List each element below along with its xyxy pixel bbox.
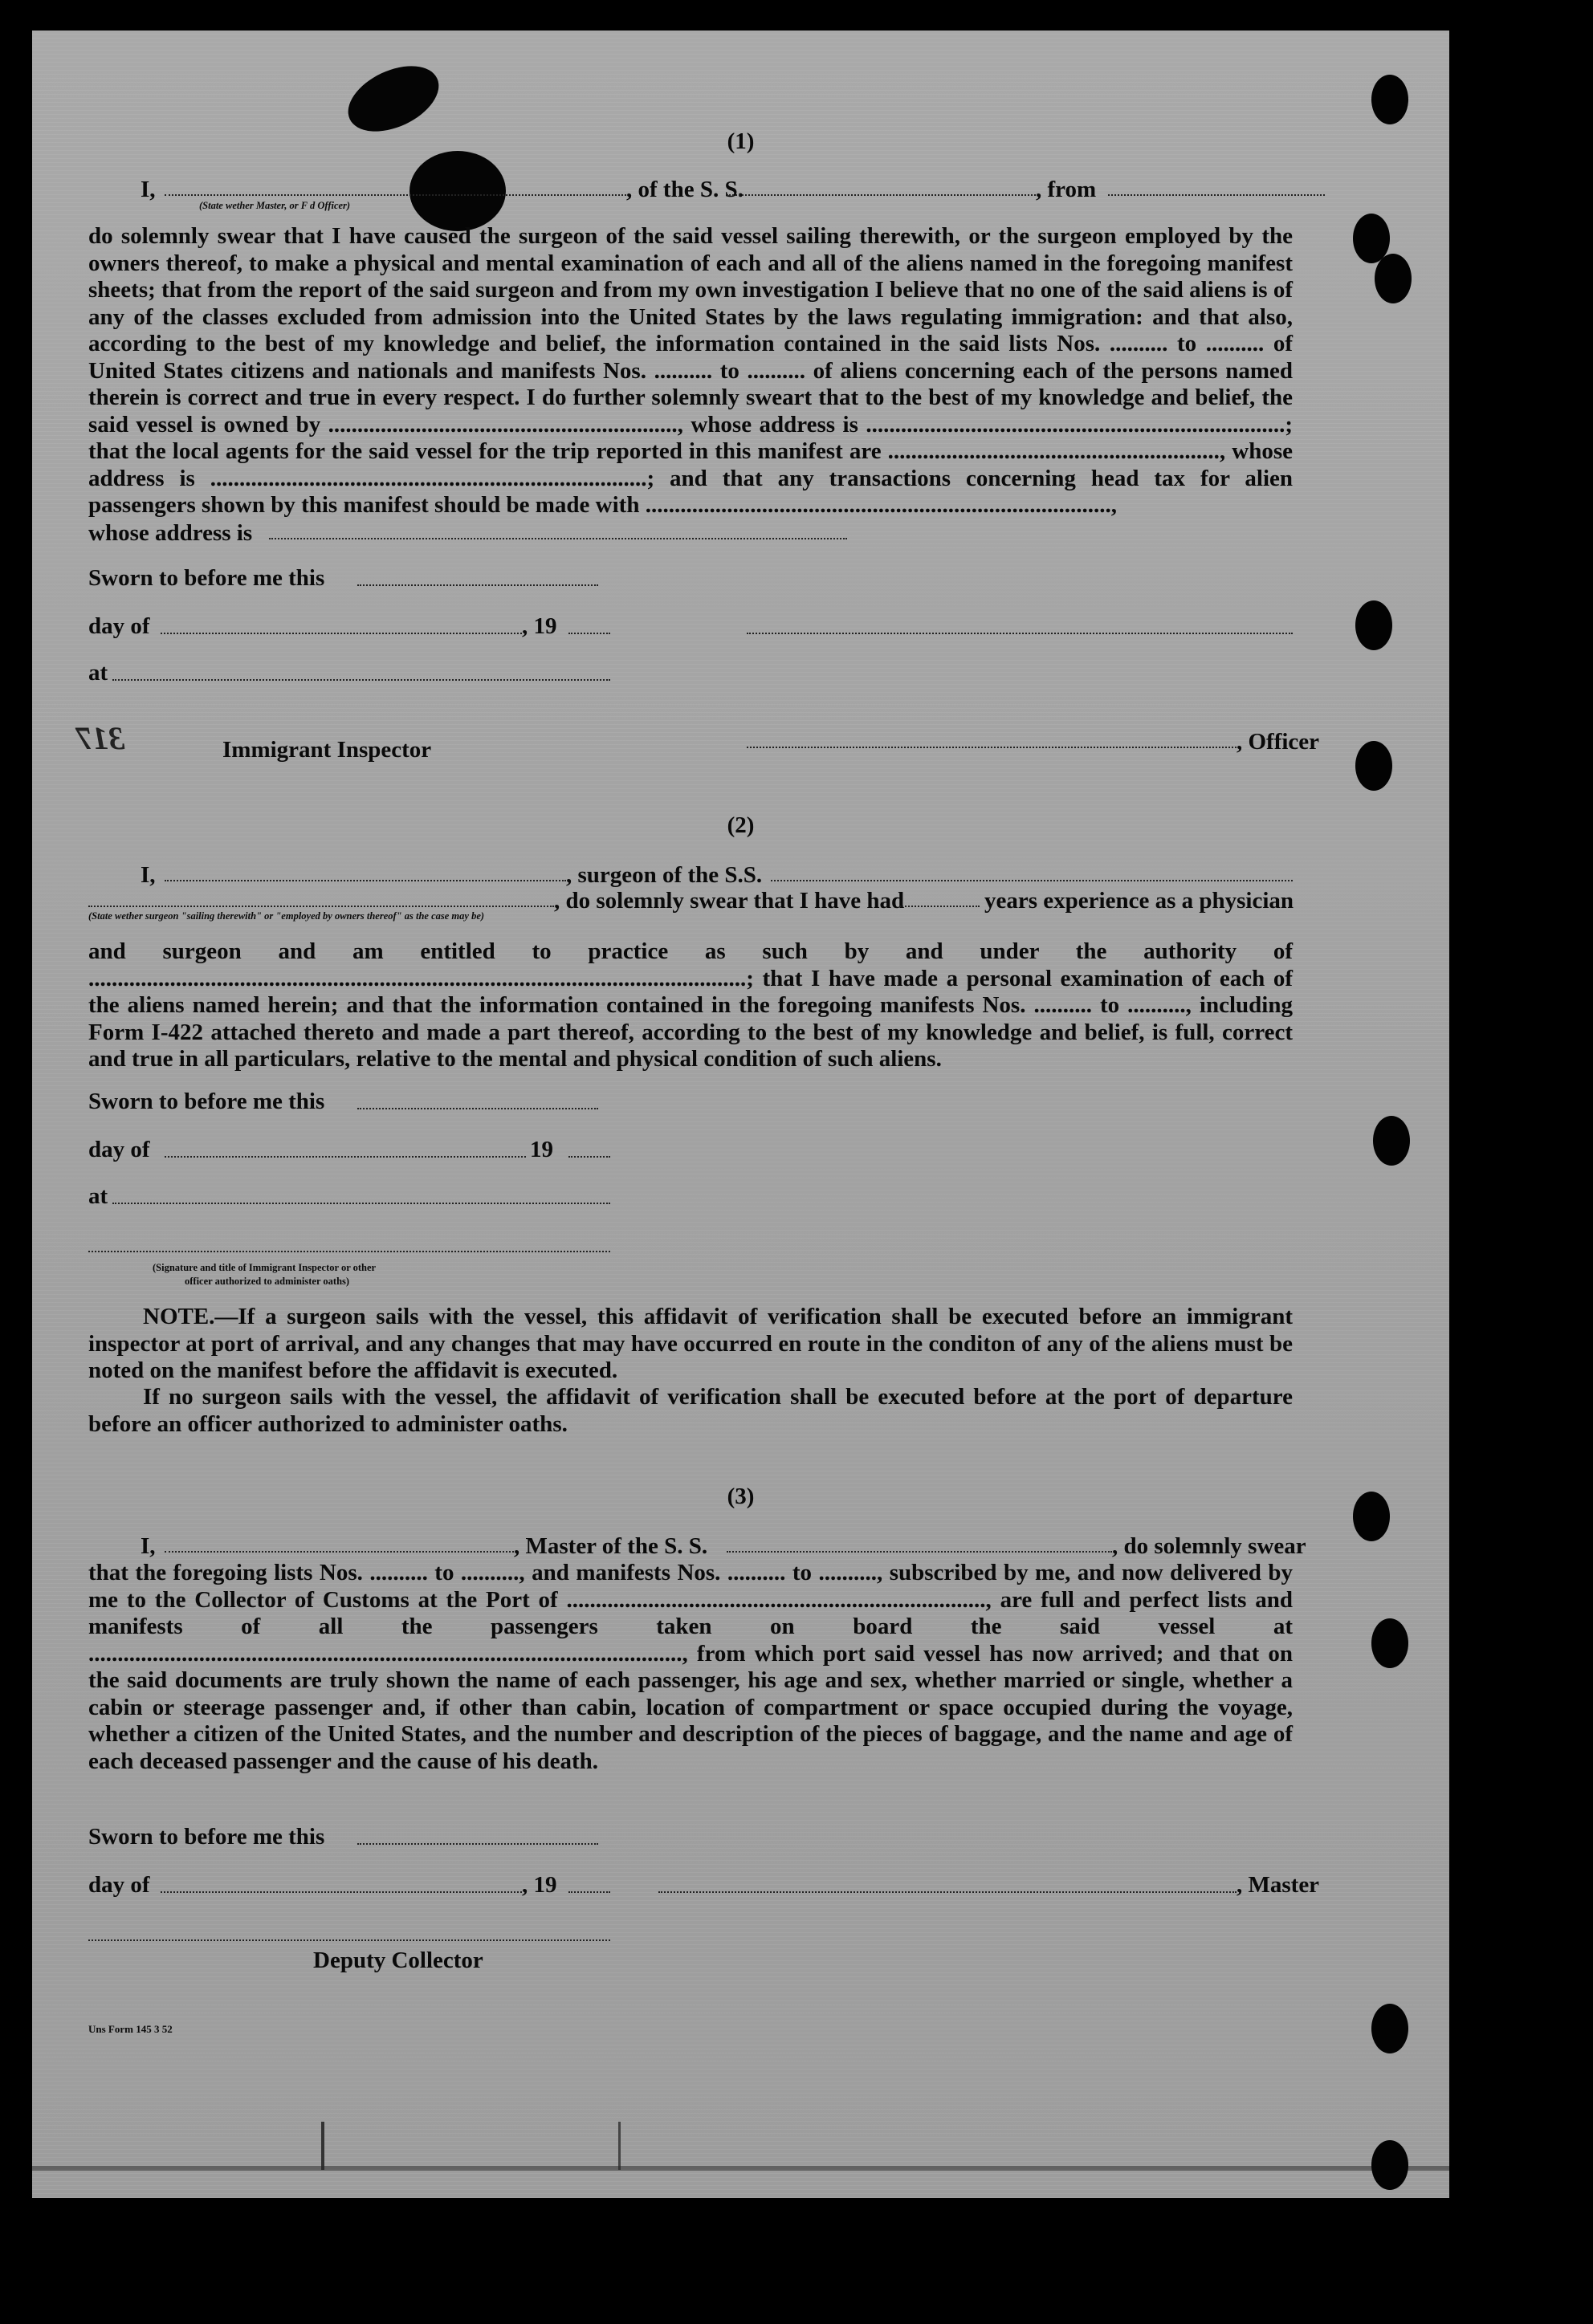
s2-oath-text: and surgeon and am entitled to practice as such by and under the authority of .................................................................................................................; that I have made a personal examination of each of the aliens named herein; and that the information contained in the foregoing manifests Nos. .......... to .........., including Form I-422 attached thereto and made a part thereof, according to the best of my knowledge and belief, is full, correct and true in all particulars, relative to the mental and physical condition of such aliens.: [88, 938, 1293, 1072]
s2-years-text: years experience as a physician: [984, 888, 1294, 914]
s1-year-field: [568, 633, 610, 634]
s1-officer-line: [747, 747, 1237, 748]
s2-name-field: [165, 880, 566, 881]
section-2-number: (2): [727, 812, 755, 838]
note-paragraph-1: NOTE.—If a surgeon sails with the vessel, this affidavit of verification shall be executed before an immigrant inspector at port of arrival, and any changes that may have occurred en route in the conditon of any of the aliens must be noted on the manifest before the affidavit is executed.: [88, 1304, 1293, 1383]
s2-day-label: day of: [88, 1137, 150, 1162]
s2-at-field: [112, 1203, 610, 1204]
s2-years-field: [899, 906, 980, 907]
s1-name-field: [165, 194, 626, 196]
crease-mark: [618, 2122, 621, 2170]
s3-master-of-label: , Master of the S. S.: [514, 1533, 708, 1559]
s1-officer-label: , Officer: [1237, 729, 1320, 755]
s2-surgeon-type-field: [88, 906, 554, 907]
document-page: [32, 31, 1449, 2198]
s1-year-label: , 19: [522, 613, 557, 639]
s1-at-field: [112, 679, 610, 681]
s3-master-signature-line: [658, 1891, 1237, 1893]
s2-year-field: [568, 1156, 610, 1158]
s3-name-field: [165, 1551, 514, 1553]
s1-day-field: [161, 633, 522, 634]
punch-hole: [1371, 2004, 1408, 2053]
s3-vessel-field: [727, 1551, 1112, 1553]
s3-deputy-signature-line: [88, 1939, 610, 1941]
s3-master-label: , Master: [1237, 1872, 1320, 1898]
s2-signature-note-1: (Signature and title of Immigrant Inspector or other: [153, 1262, 377, 1273]
s2-signature-line: [88, 1251, 610, 1252]
s2-surgeon-label: , surgeon of the S.S.: [566, 862, 763, 888]
s1-i-label: I,: [141, 177, 156, 202]
s2-swear-text: , do solemnly swear that I have had: [554, 888, 905, 914]
punch-hole: [1355, 741, 1392, 791]
s1-inspector-label: Immigrant Inspector: [222, 737, 432, 763]
s2-vessel-field: [771, 880, 1293, 881]
form-id: Uns Form 145 3 52: [88, 2023, 173, 2035]
s1-of-ss-label: , of the S. S.: [626, 177, 744, 202]
s2-day-field: [165, 1156, 526, 1158]
s3-year-label: , 19: [522, 1872, 557, 1898]
punch-hole: [1373, 1116, 1410, 1166]
s2-signature-note-2: officer authorized to administer oaths): [185, 1276, 350, 1287]
s3-day-field: [161, 1891, 522, 1893]
punch-hole: [1371, 2140, 1408, 2190]
s1-handwritten-number: 317: [76, 720, 124, 756]
s1-at-label: at: [88, 660, 108, 686]
s1-vessel-field: [727, 194, 1036, 196]
s3-sworn-label: Sworn to before me this: [88, 1824, 325, 1850]
s2-sworn-field: [357, 1108, 598, 1109]
s1-sworn-label: Sworn to before me this: [88, 565, 325, 591]
s3-swear-label: , do solemnly swear: [1112, 1533, 1306, 1559]
section-1-number: (1): [727, 128, 755, 154]
s1-sworn-field: [357, 584, 598, 586]
s1-from-field: [1108, 194, 1325, 196]
s1-title-note: (State wether Master, or F d Officer): [199, 200, 351, 211]
s1-signature-line: [747, 633, 1293, 634]
bottom-edge-shadow: [32, 2166, 1449, 2171]
crease-mark: [321, 2122, 324, 2170]
s3-deputy-label: Deputy Collector: [313, 1948, 483, 1973]
ink-smudge: [409, 151, 506, 231]
s3-day-label: day of: [88, 1872, 150, 1898]
s1-whose-address-field: [269, 538, 847, 539]
s1-from-label: , from: [1036, 177, 1097, 202]
s3-oath-text: that the foregoing lists Nos. .......... to .........., and manifests Nos. .......... to .........., subscribed by me, and now delivered by me to the Collector of Customs at the Port of ........................................................................, are full and perfect lists and manifests of all the passengers taken on board the said vessel at ......................................................................................................, from which port said vessel has now arrived; and that on the said documents are truly shown the name of each passenger, his age and sex, whether married or single, whether a cabin or steerage passenger and, if other than cabin, location of compartment or space occupied during the voyage, whether a citizen of the United States, and the number and description of the pieces of baggage, and the name and age of each deceased passenger and the cause of his death.: [88, 1560, 1293, 1774]
s1-day-label: day of: [88, 613, 150, 639]
s2-type-note: (State wether surgeon "sailing therewith" or "employed by owners thereof" as the case may be): [88, 910, 485, 922]
s1-whose-address-label: whose address is: [88, 520, 253, 546]
s2-i-label: I,: [141, 862, 156, 888]
punch-hole: [1375, 254, 1412, 303]
s3-sworn-field: [357, 1843, 598, 1845]
s2-sworn-label: Sworn to before me this: [88, 1089, 325, 1114]
s2-at-label: at: [88, 1183, 108, 1209]
s1-oath-text: do solemnly swear that I have caused the surgeon of the said vessel sailing therewith, or the surgeon employed by the owners thereof, to make a physical and mental examination of each and all of the aliens named in the foregoing manifest sheets; that from the report of the said surgeon and from my own investigation I believe that no one of the said aliens is of any of the classes excluded from admission into the United States by the laws regulating immigration: and that also, according to the best of my knowledge and belief, the information contained in the said lists Nos. .......... to .......... of United States citizens and nationals and manifests Nos. .......... to .......... of aliens concerning each of the persons named therein is correct and true in every respect. I do further solemnly sweart that to the best of my knowledge and belief, the said vessel is owned by ............................................................, whose address is ........................................................................; that the local agents for the said vessel for the trip reported in this manifest are ........................................................., whose address is ...........................................................................; and that any transactions concerning head tax for alien passengers shown by this manifest should be made with ................................................................................,: [88, 223, 1293, 518]
section-3-number: (3): [727, 1484, 755, 1509]
note-paragraph-2: If no surgeon sails with the vessel, the affidavit of verification shall be executed before at the port of departure before an officer authorized to administer oaths.: [88, 1384, 1293, 1437]
punch-hole: [1355, 600, 1392, 650]
punch-hole: [1371, 1618, 1408, 1668]
punch-hole: [1371, 75, 1408, 124]
s2-year-label: 19: [530, 1137, 553, 1162]
s3-year-field: [568, 1891, 610, 1893]
s3-i-label: I,: [141, 1533, 156, 1559]
punch-hole: [1353, 1492, 1390, 1541]
